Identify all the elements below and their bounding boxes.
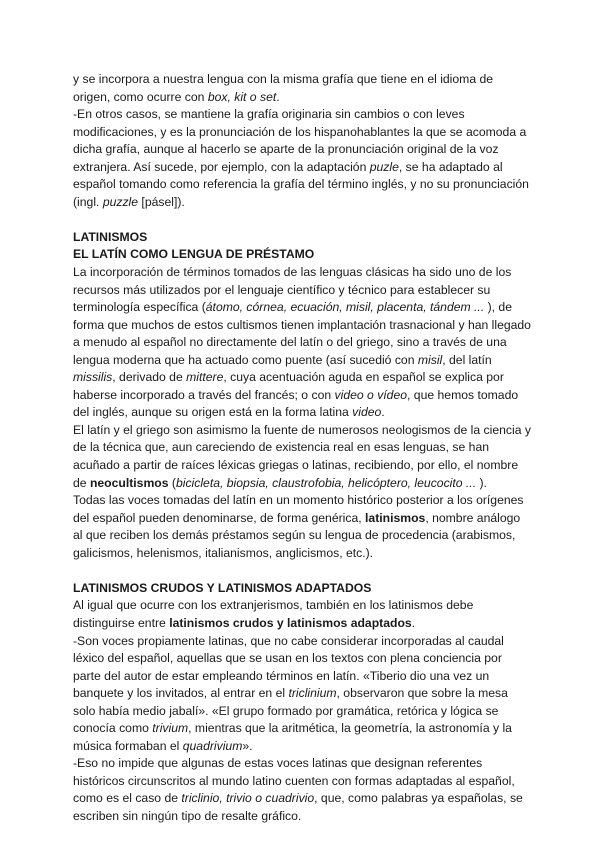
italic-term: puzle (369, 159, 399, 174)
italic-term: átomo, córnea, ecuación, misil, placenta, tándem ... (205, 300, 485, 315)
document-body (73, 71, 533, 826)
section1-paragraph-3: Todas las voces tomadas del latín en un momento histórico posterior a los orígenes del español pueden denominarse, de forma genérica, latinismos, nombre análogo al que reciben los demás préstamos según su lengua de procedencia (arabismos, galicismos, helenismos, italianismos, anglicismos, etc.). (73, 493, 524, 560)
section1-paragraph-2: El latín y el griego son asimismo la fuente de numerosos neologismos de la ciencia y de la técnica que, aun careciendo de existencia real en esas lenguas, se han acuñado a partir de raíces léxicas griegas o latinas, recibiendo, por ello, el nombre de neocultismos (bicicleta, biopsia, claustrofobia, helicóptero, leucocito ... ). (73, 422, 531, 490)
italic-term: trivium (152, 721, 189, 736)
italic-term: puzzle (102, 194, 139, 209)
italic-term: mittere (186, 370, 224, 385)
section-subheading-latin-prestamo: EL LATÍN COMO LENGUA DE PRÉSTAMO (73, 247, 315, 262)
section2-paragraph-3: -Eso no impide que algunas de estas voces latinas que designan referentes históricos circunscritos al mundo latino cuenten con formas adaptadas al español, como es el caso de triclinio, trivio o cuadrivio, que, como palabras ya españolas, se escriben sin ningún tipo de resalte gráfico. (73, 756, 523, 823)
spacer (73, 211, 533, 229)
italic-term: quadrivium (182, 738, 243, 753)
section-heading-latinismos: LATINISMOS (73, 229, 148, 244)
italic-term: misil (417, 352, 443, 367)
section2-paragraph-2: -Son voces propiamente latinas, que no cabe considerar incorporadas al caudal léxico del español, aquellas que se usan en los textos con plena conciencia por parte del autor de estar empleando términos en latín. «Tiberio dio una vez un banquete y los invitados, al entrar en el triclinium, observaron que sobre la mesa solo había medio jabalí». «El grupo formado por gramática, retórica y lógica se conocía como trivium, mientras que la aritmética, la geometría, la astronomía y la música formaban el quadrivium». (73, 633, 512, 753)
italic-term: triclinium (288, 686, 337, 701)
section2-paragraph-1: Al igual que ocurre con los extranjerismos, también en los latinismos debe distinguirse entre latinismos crudos y latinismos adaptados. (73, 598, 474, 630)
intro-paragraph-1: y se incorpora a nuestra lengua con la misma grafía que tiene en el idioma de origen, como ocurre con box, kit o set. (73, 72, 494, 104)
section1-paragraph-1: La incorporación de términos tomados de las lenguas clásicas ha sido uno de los recursos más utilizados por el lenguaje científico y técnico para establecer su terminología específica (átomo, córnea, ecuación, misil, placenta, tándem ... ), de forma que muchos de estos cultismos tienen implantación trasnacional y han llegado a menudo al español no directamente del latín o del griego, sino a través de una lengua moderna que ha actuado como puente (así sucedió con misil, del latín missilis, derivado de mittere, cuya acentuación aguda en español se explica por haberse incorporado a través del francés; o con video o vídeo, que hemos tomado del inglés, aunque su origen está en la forma latina video. (73, 265, 531, 420)
italic-term: bicicleta, biopsia, claustrofobia, helicóptero, leucocito ... (175, 475, 477, 490)
italic-term: box, kit o set (207, 89, 277, 104)
spacer (73, 562, 533, 580)
intro-paragraph-2: -En otros casos, se mantiene la grafía originaria sin cambios o con leves modificaciones, y es la pronunciación de los hispanohablantes la que se acomoda a dicha grafía, aunque al hacerlo se aparte de la pronunciación original de la voz extranjera. Así sucede, por ejemplo, con la adaptación puzle, se ha adaptado al español tomando como referencia la grafía del término inglés, y no su pronunciación (ingl. puzzle [pásel]). (73, 107, 529, 209)
section-heading-crudos-adaptados: LATINISMOS CRUDOS Y LATINISMOS ADAPTADOS (73, 580, 372, 595)
italic-term: triclinio, trivio o cuadrivio (181, 791, 315, 806)
bold-term: latinismos crudos y latinismos adaptados (169, 615, 412, 630)
italic-term: video (352, 405, 382, 420)
italic-term: video o vídeo (334, 387, 408, 402)
bold-term: latinismos (365, 510, 426, 525)
bold-term: neocultismos (89, 475, 169, 490)
italic-term: missilis (73, 370, 113, 385)
